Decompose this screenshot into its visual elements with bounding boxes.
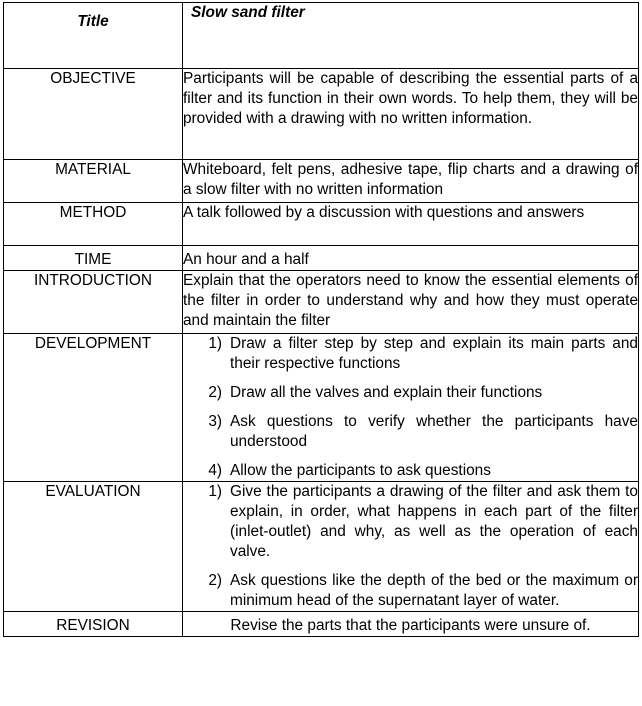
header-label: Title [4,3,183,69]
evaluation-row [4,482,639,612]
step-text: Draw a filter step by step and explain its main parts and their respective functions [230,335,638,372]
development-row [4,334,639,482]
step-number: 3) [208,413,222,430]
objective-row [4,69,639,160]
time-label: TIME [4,246,183,271]
material-label: MATERIAL [4,160,183,203]
development-step [183,461,638,481]
step-text: Allow the participants to ask questions [230,462,491,479]
development-steps [183,334,638,481]
step-text: Draw all the valves and explain their functions [230,384,543,401]
step-number: 4) [208,462,222,479]
development-label: DEVELOPMENT [4,334,183,482]
introduction-text: Explain that the operators need to know the essential elements of the filter in order to understand why and how they must operate and maintain the filter [183,271,639,334]
development-cell [183,334,639,482]
revision-row [4,612,639,637]
development-step [183,334,638,374]
development-step [183,412,638,452]
method-label: METHOD [4,203,183,246]
evaluation-cell [183,482,639,612]
step-text: Give the participants a drawing of the filter and ask them to explain, in order, what happens in each part of the filter (inlet-outlet) and why, as well as the operation of each valve. [230,483,638,560]
step-number: 2) [208,384,222,401]
introduction-row [4,271,639,334]
header-value: Slow sand filter [183,3,639,69]
method-text: A talk followed by a discussion with questions and answers [183,203,639,246]
step-number: 1) [208,335,222,352]
evaluation-steps [183,482,638,611]
step-number: 1) [208,483,222,500]
revision-text: Revise the parts that the participants were unsure of. [183,612,639,637]
development-step [183,383,638,403]
time-row [4,246,639,271]
step-text: Ask questions like the depth of the bed or the maximum or minimum head of the supernatant layer of water. [230,572,638,609]
objective-label: OBJECTIVE [4,69,183,160]
introduction-label: INTRODUCTION [4,271,183,334]
step-number: 2) [208,572,222,589]
material-text: Whiteboard, felt pens, adhesive tape, flip charts and a drawing of a slow filter with no written information [183,160,639,203]
header-row [4,3,639,69]
evaluation-step [183,571,638,611]
revision-label: REVISION [4,612,183,637]
method-row [4,203,639,246]
step-text: Ask questions to verify whether the participants have understood [230,413,638,450]
objective-text: Participants will be capable of describing the essential parts of a filter and its function in their own words. To help them, they will be provided with a drawing with no written information. [183,69,639,160]
evaluation-step [183,482,638,562]
time-text: An hour and a half [183,246,639,271]
evaluation-label: EVALUATION [4,482,183,612]
lesson-plan-table [3,2,639,637]
material-row [4,160,639,203]
